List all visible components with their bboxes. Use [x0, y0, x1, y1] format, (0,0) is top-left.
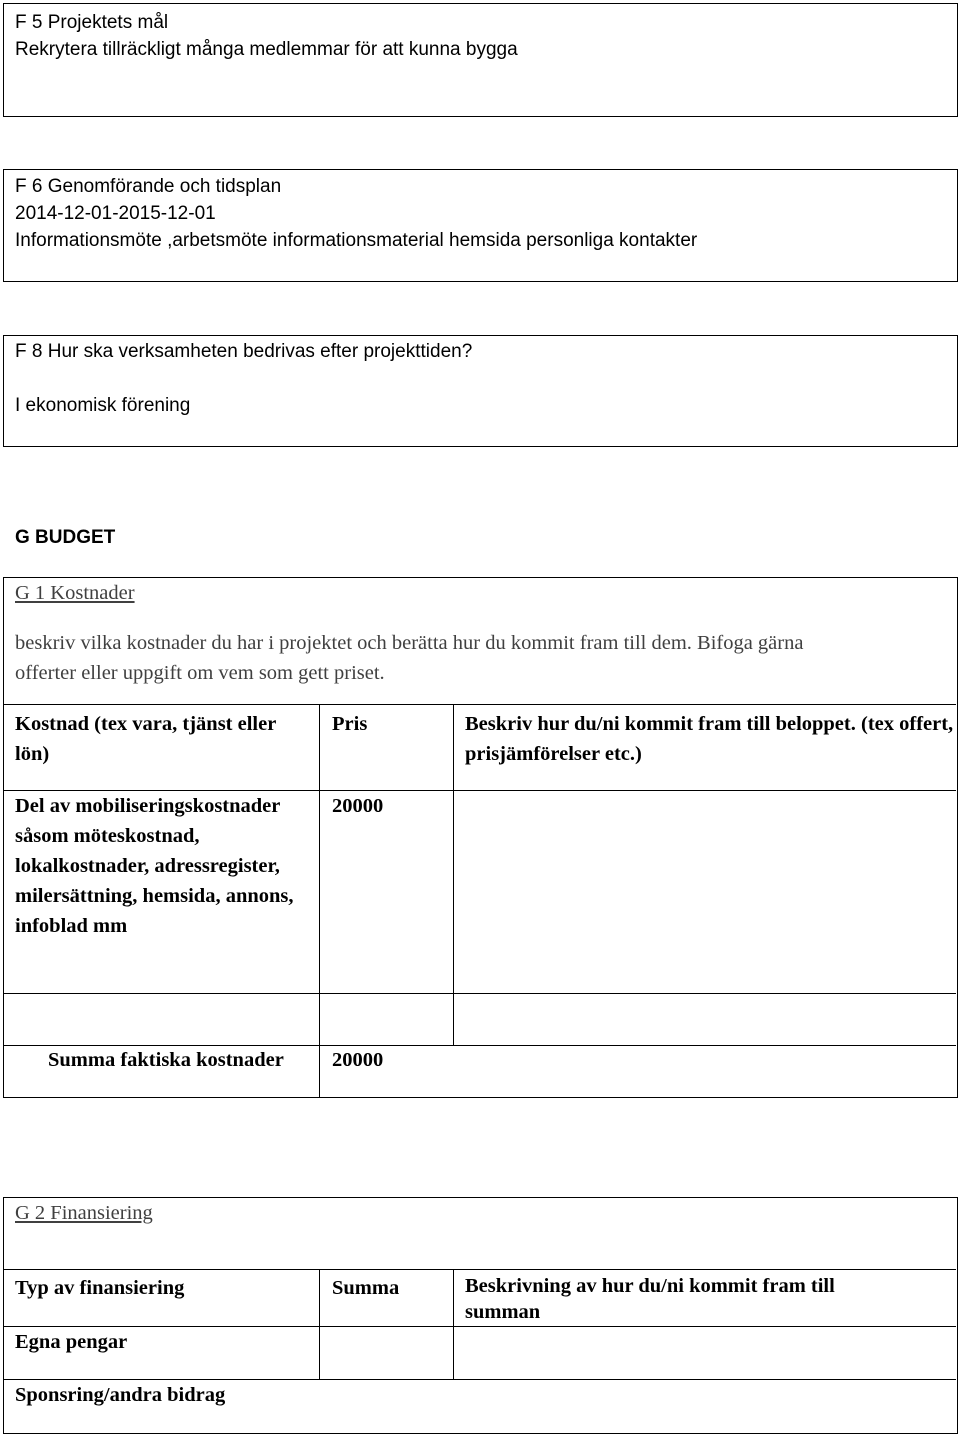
section-f5 [3, 3, 958, 117]
financing-header-type: Typ av finansiering [15, 1277, 185, 1299]
costs-header-cost: Kostnad (tex vara, tjänst eller lön) [15, 713, 276, 765]
financing-table [3, 1197, 958, 1434]
f6-dates: 2014-12-01-2015-12-01 [15, 203, 216, 224]
financing-header-describe: Beskrivning av hur du/ni kommit fram till summan [465, 1275, 835, 1323]
g2-title: G 2 Finansiering [15, 1202, 153, 1224]
costs-header-price: Pris [332, 713, 368, 735]
f8-title: F 8 Hur ska verksamheten bedrivas efter projekttiden? [15, 341, 473, 362]
costs-col-divider-1 [319, 704, 320, 1098]
g1-instructions-line1: beskriv vilka kostnader du har i projektet och berätta hur du kommit fram till dem. Bifoga gärna [15, 632, 804, 654]
costs-header-top-divider [4, 704, 956, 705]
costs-table [3, 577, 958, 1098]
f5-title: F 5 Projektets mål [15, 12, 169, 33]
g1-title: G 1 Kostnader [15, 582, 135, 604]
costs-row-cost: Del av mobiliseringskostnader såsom möteskostnad, lokalkostnader, adressregister, milersättning, hemsida, annons, infoblad mm [15, 795, 294, 937]
costs-col-divider-2 [453, 704, 454, 1045]
costs-sum-value: 20000 [332, 1049, 384, 1071]
costs-row-price: 20000 [332, 795, 384, 817]
financing-col-divider-2 [453, 1269, 454, 1379]
costs-row-divider [4, 993, 956, 994]
financing-header-bottom-divider [4, 1326, 956, 1327]
financing-header-top-divider [4, 1269, 956, 1270]
costs-sum-label: Summa faktiska kostnader [48, 1049, 284, 1071]
costs-header-describe: Beskriv hur du/ni kommit fram till beloppet. (tex offert, prisjämförelser etc.) [465, 713, 954, 765]
financing-row-type: Sponsring/andra bidrag [15, 1384, 226, 1406]
financing-header-sum: Summa [332, 1277, 400, 1299]
financing-col-divider-1 [319, 1269, 320, 1379]
g1-instructions-line2: offerter eller uppgift om vem som gett priset. [15, 662, 385, 684]
f6-title: F 6 Genomförande och tidsplan [15, 176, 282, 197]
f8-text: I ekonomisk förening [15, 395, 191, 416]
budget-heading: G BUDGET [15, 527, 116, 548]
section-f6 [3, 169, 958, 282]
f6-text: Informationsmöte ,arbetsmöte informationsmaterial hemsida personliga kontakter [15, 230, 698, 251]
section-f8 [3, 335, 958, 447]
f5-text: Rekrytera tillräckligt många medlemmar för att kunna bygga [15, 39, 518, 60]
financing-row-type: Egna pengar [15, 1331, 128, 1353]
